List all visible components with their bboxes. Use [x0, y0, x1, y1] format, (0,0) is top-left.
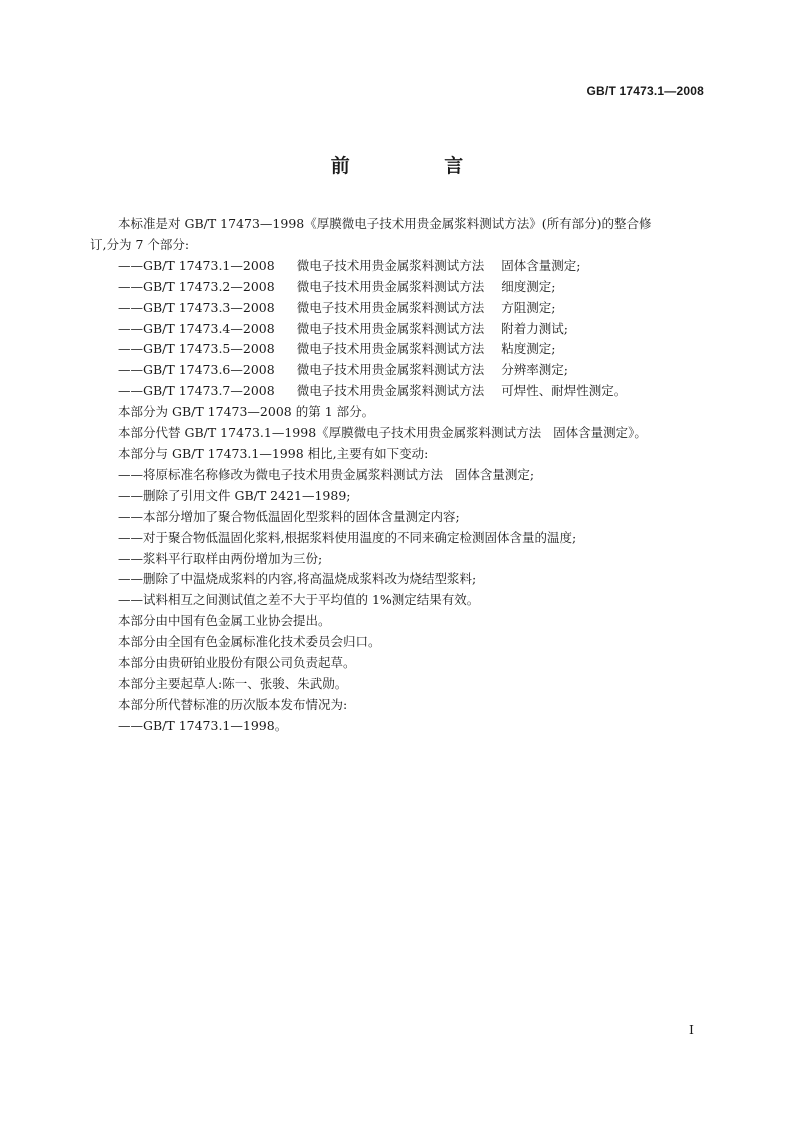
- managed-by: 本部分由全国有色金属标准化技术委员会归口。: [118, 634, 381, 650]
- standard-code: GB/T 17473.1—2008: [586, 84, 704, 98]
- parts-list: [90, 256, 706, 402]
- drafted-by: 本部分由贵研铂业股份有限公司负责起草。: [118, 655, 356, 671]
- drafters: 本部分主要起草人:陈一、张骏、朱武勋。: [118, 675, 348, 691]
- list-item: ——GB/T 17473.5—2008 微电子技术用贵金属浆料测试方法 粘度测定;: [118, 341, 556, 357]
- history-item: ——GB/T 17473.1—1998。: [118, 717, 288, 733]
- list-item: ——浆料平行取样由两份增加为三份;: [118, 550, 323, 566]
- page-title: 前 言: [330, 155, 508, 177]
- list-item: ——对于聚合物低温固化浆料,根据浆料使用温度的不同来确定检测固体含量的温度;: [118, 529, 577, 545]
- list-item: ——本部分增加了聚合物低温固化型浆料的固体含量测定内容;: [118, 508, 460, 524]
- proposed-by: 本部分由中国有色金属工业协会提出。: [118, 613, 331, 629]
- replaces-statement: 本部分代替 GB/T 17473.1—1998《厚膜微电子技术用贵金属浆料测试方法 固体含量测定》。: [118, 425, 647, 441]
- intro-line-2: 订,分为 7 个部分:: [90, 236, 190, 252]
- comparison-statement: 本部分与 GB/T 17473.1—1998 相比,主要有如下变动:: [118, 445, 429, 461]
- changes-list: [90, 465, 706, 611]
- part-of-statement: 本部分为 GB/T 17473—2008 的第 1 部分。: [118, 404, 375, 420]
- list-item: ——GB/T 17473.6—2008 微电子技术用贵金属浆料测试方法 分辨率测定;: [118, 362, 568, 378]
- document-body: [90, 214, 706, 737]
- list-item: ——删除了中温烧成浆料的内容,将高温烧成浆料改为烧结型浆料;: [118, 571, 477, 587]
- list-item: ——试料相互之间测试值之差不大于平均值的 1%测定结果有效。: [118, 592, 480, 608]
- intro-line-1: 本标准是对 GB/T 17473—1998《厚膜微电子技术用贵金属浆料测试方法》(所有部分)的整合修: [118, 216, 652, 231]
- list-item: ——GB/T 17473.2—2008 微电子技术用贵金属浆料测试方法 细度测定;: [118, 278, 556, 294]
- list-item: ——GB/T 17473.3—2008 微电子技术用贵金属浆料测试方法 方阻测定;: [118, 299, 556, 315]
- page-number: I: [689, 1022, 694, 1037]
- list-item: ——将原标准名称修改为微电子技术用贵金属浆料测试方法 固体含量测定;: [118, 466, 535, 482]
- list-item: ——GB/T 17473.1—2008 微电子技术用贵金属浆料测试方法 固体含量测定;: [118, 257, 581, 273]
- list-item: ——GB/T 17473.7—2008 微电子技术用贵金属浆料测试方法 可焊性、耐焊性测定。: [118, 383, 627, 399]
- list-item: ——删除了引用文件 GB/T 2421—1989;: [118, 487, 351, 503]
- history-intro: 本部分所代替标准的历次版本发布情况为:: [118, 696, 348, 712]
- list-item: ——GB/T 17473.4—2008 微电子技术用贵金属浆料测试方法 附着力测试;: [118, 320, 568, 336]
